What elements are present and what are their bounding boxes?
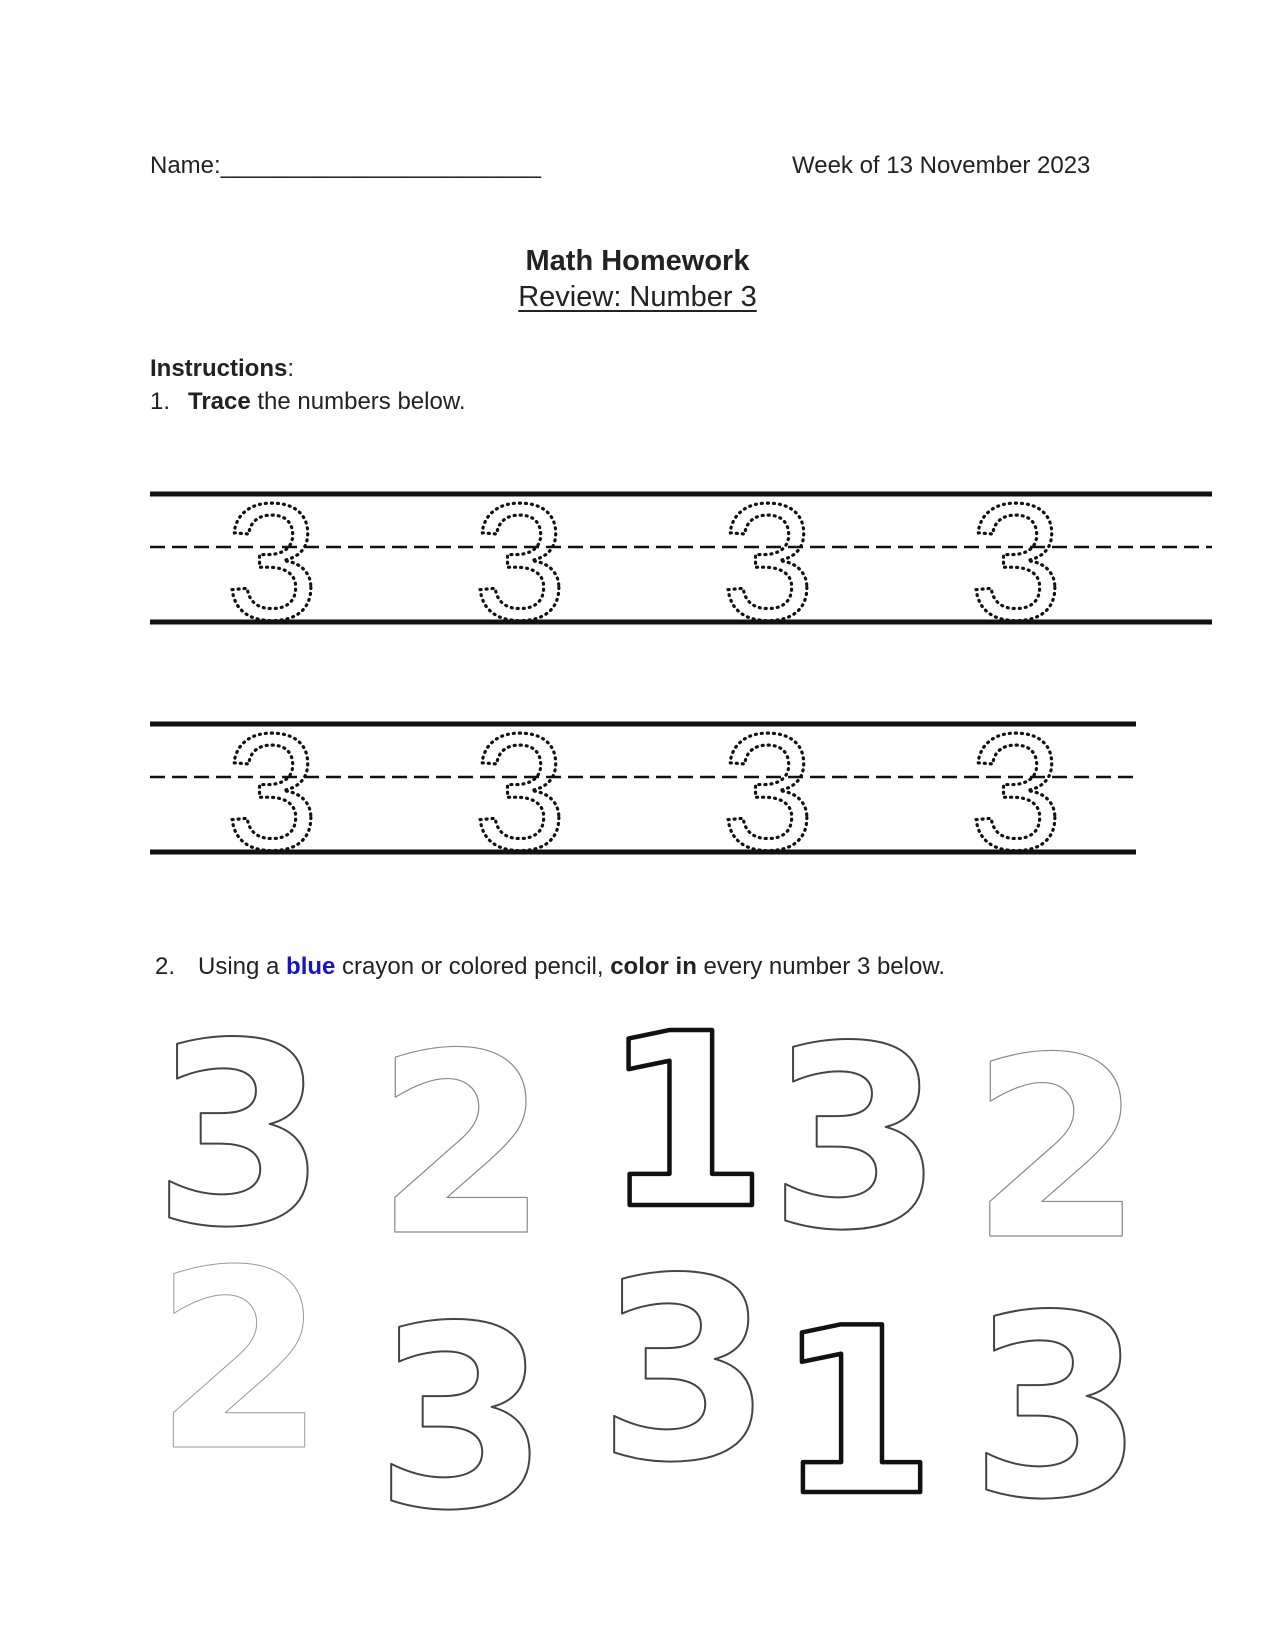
step-1-verb: Trace <box>188 388 251 415</box>
week-date: Week of 13 November 2023 <box>792 152 1091 179</box>
tracing-row-2 <box>150 700 1136 885</box>
dotted-trace-digit: 3 <box>721 470 815 655</box>
tracing-row-1 <box>150 470 1212 655</box>
outline-number-3: 3 <box>768 993 944 1286</box>
step-2-middle: crayon or colored pencil, <box>335 953 611 980</box>
step-2-action: color in <box>610 953 697 980</box>
page-subtitle: Review: Number 3 <box>518 281 757 313</box>
dotted-trace-digit: 3 <box>473 700 567 885</box>
step-1-number: 1. <box>150 388 171 415</box>
dotted-trace-digit: 3 <box>225 470 319 655</box>
outline-number-3: 3 <box>969 1262 1145 1555</box>
outline-number-1: 1 <box>601 982 769 1262</box>
outline-number-2: 2 <box>375 1000 549 1291</box>
coloring-numbers <box>152 982 1144 1566</box>
dotted-trace-digit: 3 <box>473 470 567 655</box>
outline-number-2: 2 <box>970 1004 1144 1295</box>
outline-number-1: 1 <box>775 1280 937 1547</box>
dotted-trace-digit: 3 <box>225 700 319 885</box>
instructions-heading-text: Instructions <box>150 355 288 382</box>
dotted-trace-digit: 3 <box>721 700 815 885</box>
outline-number-2: 2 <box>153 1218 327 1506</box>
step-2-number: 2. <box>155 953 176 980</box>
step-2-prefix: Using a <box>198 953 287 980</box>
step-2-color-word: blue <box>286 953 336 980</box>
outline-number-3: 3 <box>152 990 328 1283</box>
step-1-rest: the numbers below. <box>250 388 466 415</box>
step-2-suffix: every number 3 below. <box>696 953 946 980</box>
name-label: Name: <box>150 152 221 179</box>
outline-number-3: 3 <box>597 1225 773 1518</box>
dotted-trace-digit: 3 <box>969 470 1063 655</box>
name-blank-line[interactable]: ________________________ <box>220 152 542 179</box>
dotted-trace-digit: 3 <box>969 700 1063 885</box>
outline-number-3: 3 <box>374 1273 550 1566</box>
page-title: Math Homework <box>525 245 750 277</box>
instructions-colon: : <box>287 355 295 382</box>
